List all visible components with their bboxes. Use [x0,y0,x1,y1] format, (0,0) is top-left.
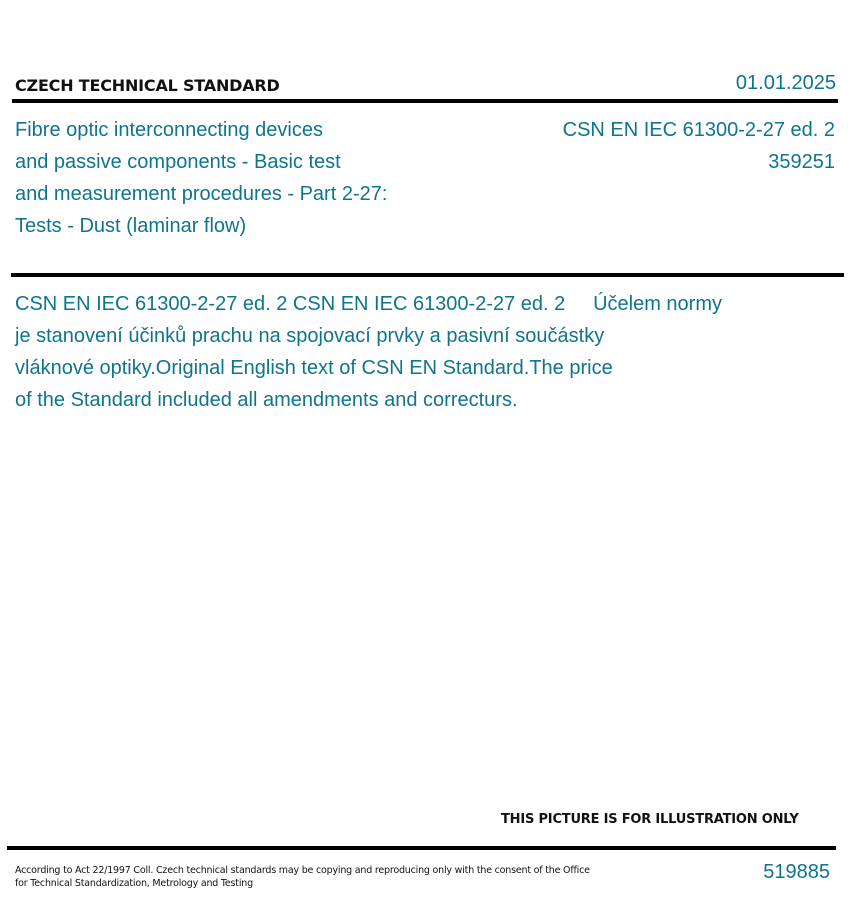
description-line: je stanovení účinků prachu na spojovací prvky a pasivní součástky [15,325,605,347]
title-line: and measurement procedures - Part 2-27: [15,183,388,205]
classification-code: 359251 [768,151,835,173]
bottom-divider [7,846,836,850]
standard-title [15,114,485,242]
title-line: Fibre optic interconnecting devices [15,119,323,141]
description-line: CSN EN IEC 61300-2-27 ed. 2 CSN EN IEC 61300-2-27 ed. 2 Účelem normy [15,293,722,315]
illustration-note: THIS PICTURE IS FOR ILLUSTRATION ONLY [501,812,799,827]
top-divider [12,99,838,103]
title-line: Tests - Dust (laminar flow) [15,215,247,237]
standard-designation: CSN EN IEC 61300-2-27 ed. 2 [562,119,835,141]
middle-divider [11,273,844,277]
description-line: vláknové optiky.Original English text of CSN EN Standard.The price [15,357,613,379]
description-line: of the Standard included all amendments and correcturs. [15,389,518,411]
publication-date: 01.01.2025 [735,72,836,94]
legal-notice [15,864,590,890]
title-line: and passive components - Basic test [15,151,341,173]
legal-notice-line: for Technical Standardization, Metrology and Testing [15,878,253,889]
standard-identifier [563,114,835,178]
catalog-number: 519885 [763,861,830,883]
standard-description [15,288,835,416]
document-type-label: CZECH TECHNICAL STANDARD [15,76,280,95]
legal-notice-line: According to Act 22/1997 Coll. Czech technical standards may be copying and reproducing only with the consent of the Office [15,865,590,876]
